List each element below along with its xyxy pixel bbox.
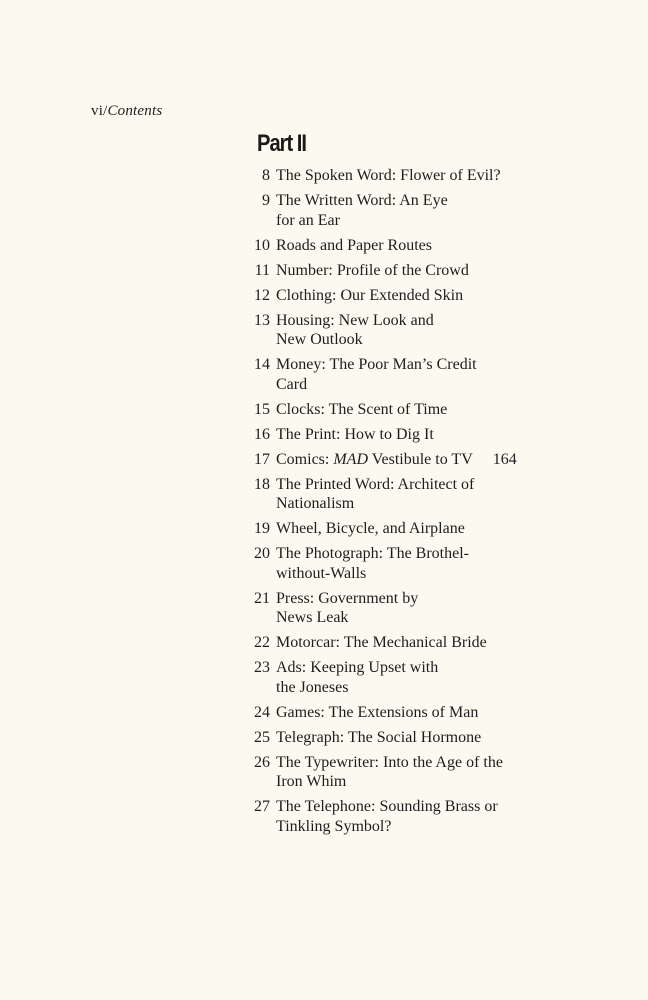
toc-entry	[249, 658, 589, 697]
chapter-title-line: without-Walls	[276, 564, 367, 582]
chapter-title-line: Comics: MAD Vestibule to TV 164	[276, 450, 517, 468]
chapter-number: 17	[254, 450, 270, 468]
chapter-title-line: Tinkling Symbol?	[276, 817, 392, 835]
chapter-title	[276, 400, 589, 420]
chapter-title	[276, 236, 589, 256]
chapter-title-line: Roads and Paper Routes	[276, 236, 432, 254]
chapter-title-line: Clothing: Our Extended Skin	[276, 286, 464, 304]
toc-entry	[249, 544, 589, 583]
toc-entry	[249, 355, 589, 394]
chapter-number: 14	[254, 356, 270, 373]
chapter-title-line: Ads: Keeping Upset with	[276, 659, 439, 676]
part-title: Part II	[257, 130, 306, 157]
running-head	[91, 101, 162, 121]
chapter-number: 15	[254, 400, 270, 418]
toc-entry	[249, 589, 589, 628]
toc-entry	[249, 166, 589, 186]
chapter-title	[276, 797, 589, 836]
chapter-title-line: The Printed Word: Architect of	[276, 475, 475, 493]
chapter-number: 23	[254, 659, 270, 676]
page-folio: vi	[91, 103, 104, 119]
toc-entry	[249, 475, 589, 514]
chapter-title	[276, 519, 589, 539]
running-head-separator: /	[103, 103, 108, 119]
table-of-contents	[249, 166, 589, 842]
chapter-title-line: Telegraph: The Social Hormone	[276, 728, 482, 746]
chapter-title	[276, 286, 589, 306]
chapter-number: 9	[262, 192, 270, 209]
chapter-number: 25	[254, 728, 270, 746]
toc-entry	[249, 311, 589, 350]
chapter-title-line: Wheel, Bicycle, and Airplane	[276, 520, 465, 537]
chapter-title-line: Games: The Extensions of Man	[276, 703, 479, 721]
chapter-title-line: the Joneses	[276, 678, 349, 696]
chapter-number: 12	[254, 286, 270, 304]
chapter-title	[276, 191, 589, 230]
chapter-title-line: Nationalism	[276, 495, 355, 512]
chapter-title-line: The Telephone: Sounding Brass or	[276, 798, 498, 815]
chapter-title	[276, 658, 589, 697]
chapter-title-line: The Written Word: An Eye	[276, 192, 448, 209]
toc-entry	[249, 728, 589, 748]
chapter-title	[276, 450, 589, 470]
toc-entry	[249, 797, 589, 836]
chapter-title	[276, 703, 589, 723]
chapter-number: 26	[254, 753, 270, 771]
chapter-title	[276, 311, 589, 350]
toc-entry	[249, 191, 589, 230]
chapter-number: 11	[254, 261, 270, 279]
chapter-title	[276, 261, 589, 281]
chapter-title	[276, 728, 589, 748]
chapter-title-line: The Print: How to Dig It	[276, 425, 434, 443]
italic-title-word: MAD	[333, 450, 368, 468]
chapter-title-line: Iron Whim	[276, 773, 347, 790]
chapter-title	[276, 633, 589, 653]
chapter-number: 10	[254, 236, 270, 254]
chapter-title	[276, 425, 589, 445]
chapter-title-line: Number: Profile of the Crowd	[276, 261, 469, 279]
chapter-title	[276, 589, 589, 628]
chapter-number: 20	[254, 545, 270, 562]
chapter-number: 8	[262, 167, 270, 184]
toc-entry	[249, 703, 589, 723]
toc-entry	[249, 450, 589, 470]
chapter-title-line: Housing: New Look and	[276, 311, 434, 329]
chapter-title-line: News Leak	[276, 609, 349, 626]
toc-entry	[249, 236, 589, 256]
chapter-title-line: The Spoken Word: Flower of Evil?	[276, 167, 501, 184]
page-number: 164	[492, 450, 517, 468]
chapter-number: 19	[254, 520, 270, 537]
chapter-title	[276, 753, 589, 792]
chapter-number: 24	[254, 703, 270, 721]
toc-entry	[249, 425, 589, 445]
chapter-title	[276, 355, 589, 394]
chapter-title-line: for an Ear	[276, 211, 340, 229]
chapter-title-line: Money: The Poor Man’s Credit	[276, 356, 477, 373]
chapter-number: 21	[254, 589, 270, 607]
chapter-title	[276, 544, 589, 583]
toc-entry	[249, 261, 589, 281]
chapter-title	[276, 475, 589, 514]
chapter-number: 22	[254, 634, 270, 651]
chapter-title-line: Clocks: The Scent of Time	[276, 400, 448, 418]
chapter-title-line: New Outlook	[276, 331, 363, 348]
chapter-title-line: The Photograph: The Brothel-	[276, 545, 469, 562]
toc-entry	[249, 400, 589, 420]
chapter-title-line: The Typewriter: Into the Age of the	[276, 753, 503, 771]
toc-entry	[249, 753, 589, 792]
chapter-title	[276, 166, 589, 186]
chapter-title-line: Press: Government by	[276, 589, 419, 607]
toc-entry	[249, 519, 589, 539]
chapter-number: 16	[254, 425, 270, 443]
chapter-title-line: Motorcar: The Mechanical Bride	[276, 634, 487, 651]
toc-entry	[249, 286, 589, 306]
toc-entry	[249, 633, 589, 653]
chapter-number: 18	[254, 475, 270, 493]
chapter-number: 13	[254, 311, 270, 329]
chapter-title-line: Card	[276, 375, 308, 393]
running-head-title: Contents	[107, 103, 163, 119]
chapter-number: 27	[254, 798, 270, 815]
